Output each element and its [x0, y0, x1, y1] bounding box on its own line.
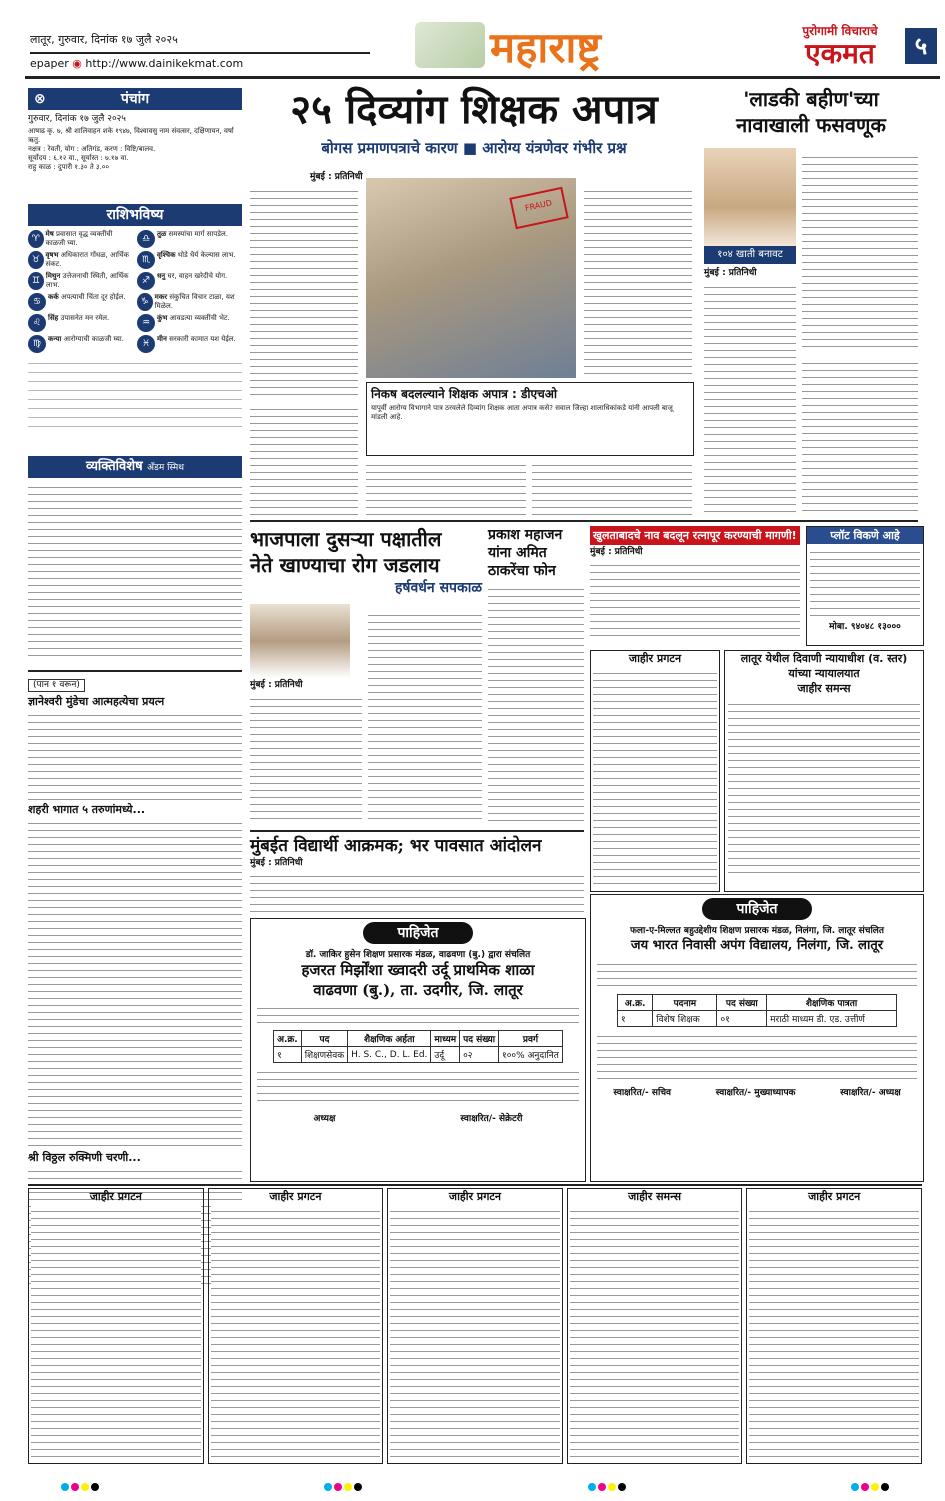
ad-left-intro	[257, 1003, 579, 1027]
dateline: लातूर, गुरुवार, दिनांक १७ जुलै २०२५	[30, 33, 178, 46]
ad-left-terms	[257, 1067, 579, 1107]
rashi-item: ♌ सिंह उपासनेत मन रमेल.	[28, 314, 133, 332]
panchang-line-1: आषाढ कृ. ७, श्री शालिवाहन शके १९४७, विश्वावसु नाम संवत्सर, दक्षिणायन, वर्षा ऋतु.	[28, 127, 234, 144]
panchang-title: पंचांग	[120, 91, 150, 107]
bjp-byline: मुंबई : प्रतिनिधी	[250, 680, 303, 690]
divider-1	[250, 520, 918, 522]
bottom-notice-5	[746, 1188, 922, 1464]
globe-icon: ◉	[72, 57, 82, 70]
khultabad-byline: मुंबई : प्रतिनिधी	[590, 547, 643, 557]
rashi-item: ♐ धनु घर, वाहन खरेदीचे योग.	[137, 272, 242, 290]
vyakti-box	[28, 456, 242, 662]
main-col-3b	[532, 460, 692, 516]
rashi-item: ♈ मेष प्रवासात वृद्ध व्यक्तींची काळजी घ्या.	[28, 230, 133, 248]
ad-left	[250, 918, 586, 1182]
khultabad-story	[590, 526, 800, 644]
capricorn-icon: ♑	[137, 293, 153, 311]
jahir-notice-mid	[590, 650, 720, 892]
vyakti-body	[28, 482, 242, 660]
aries-icon: ♈	[28, 230, 44, 248]
caption-title: निकष बदलल्याने शिक्षक अपात्र : डीएचओ	[371, 387, 558, 401]
registration-marks	[60, 1476, 890, 1490]
bottom-notice-body	[390, 1206, 560, 1460]
ad-left-place: वाढवणा (बु.), ता. उदगीर, जि. लातूर	[313, 981, 523, 999]
bottom-notice-body	[570, 1206, 740, 1460]
color-dots	[850, 1476, 890, 1490]
bottom-notice-title: जाहीर प्रगटन	[448, 1190, 502, 1203]
main-headline: २५ दिव्यांग शिक्षक अपात्र	[290, 86, 658, 133]
students-story	[250, 834, 584, 918]
prakash-headline-2: यांना अमित	[488, 545, 547, 561]
vyakti-header	[28, 456, 242, 478]
bottom-notices	[28, 1188, 922, 1464]
main-col-3	[584, 186, 692, 378]
rashi-item: ♓ मीन सरकारी कामात यश येईल.	[137, 335, 242, 353]
court-sub: यांच्या न्यायालयात	[788, 667, 860, 680]
prakash-body	[488, 584, 584, 824]
rashi-header	[28, 204, 242, 226]
bottom-notice-3	[387, 1188, 563, 1464]
ad-right-intro	[597, 959, 917, 991]
bottom-notice-title: जाहीर प्रगटन	[89, 1190, 142, 1203]
prakash-headline-1: प्रकाश महाजन	[488, 527, 563, 543]
ad-right-sign-1: स्वाक्षरित/- सचिव	[613, 1088, 672, 1098]
ladki-byline: मुंबई : प्रतिनिधी	[704, 268, 757, 278]
rashi-grid	[28, 230, 242, 353]
plot-ad	[806, 526, 924, 646]
caption-text: यापूर्वी आरोग्य विभागाने पात्र ठरवलेले दिव्यांग शिक्षक आता अपात्र कसे? सवाल जिल्हा शालाधिकांकडे यांनी आपली बाजू मांडली आहे.	[371, 404, 673, 421]
bjp-story	[250, 526, 482, 826]
prakash-headline-3: ठाकरेंचा फोन	[488, 563, 556, 579]
ad-right-org: फला-ए-मिल्लत बहुउद्देशीय शिक्षण प्रसारक मंडळ, निलंगा, जि. लातूर संचलित	[629, 926, 885, 936]
ladki-col-1	[704, 282, 796, 516]
rashi-item: ♋ कर्क अपत्याची चिंता दूर होईल.	[28, 293, 133, 311]
ad-left-org: डॉ. जाकिर हुसेन शिक्षण प्रसारक मंडळ, वाढवणा (बु.) द्वारा संचलित	[305, 950, 531, 960]
masthead	[0, 0, 945, 78]
vyakti-subtitle: अँडम स्मिथ	[147, 463, 185, 473]
court-title: लातूर येथील दिवाणी न्यायाधीश (व. स्तर)	[740, 652, 908, 665]
panchang-line-4: राहु काळ : दुपारी १.३० ते ३.००	[28, 163, 110, 171]
bottom-notice-1	[28, 1188, 204, 1464]
continued-headline-1: ज्ञानेश्वरी मुंडेचा आत्महत्येचा प्रयत्न	[28, 695, 165, 708]
students-byline: मुंबई : प्रतिनिधी	[250, 858, 303, 868]
brand-name: एकमत	[805, 37, 875, 70]
pisces-icon: ♓	[137, 335, 155, 353]
main-col-1b	[250, 404, 358, 516]
ladki-col-top	[802, 152, 918, 352]
main-col-2b	[366, 460, 526, 516]
table-row: १ विशेष शिक्षक ०१ मराठी माध्यम डी. एड. उत्तीर्ण	[618, 1011, 897, 1027]
ladki-story	[704, 86, 918, 516]
dateline-underline	[30, 52, 370, 54]
color-dots	[323, 1476, 363, 1490]
epaper-line[interactable]	[30, 58, 243, 69]
prakash-story	[488, 526, 584, 826]
rashi-item: ♉ वृषभ अधिकारात गोंधळ, आर्थिक संकट.	[28, 251, 133, 269]
website-url[interactable]: http://www.dainikekmat.com	[85, 57, 244, 70]
ad-right-terms	[597, 1031, 917, 1079]
main-photo	[366, 178, 576, 378]
ad-right-school: जय भारत निवासी अपंग विद्यालय, निलंगा, जि. लातूर	[630, 938, 884, 953]
bottom-notice-body	[749, 1206, 919, 1460]
panchang-date: गुरुवार, दिनांक १७ जुलै २०२५	[28, 114, 126, 124]
rashi-title: राशिभविष्य	[106, 207, 164, 223]
panchang-line-2: नक्षत्र : रेवती, योग : अतिगंड, करण : विष्टि/बालव.	[28, 145, 156, 153]
bottom-notice-title: जाहीर प्रगटन	[269, 1190, 322, 1203]
bottom-notice-4	[567, 1188, 743, 1464]
main-story	[250, 86, 698, 516]
aquarius-icon: ♒	[137, 314, 155, 332]
rashi-item: ♍ कन्या आरोग्याची काळजी घ्या.	[28, 335, 133, 353]
rashi-item: ♊ मिथुन उत्तेजनाची स्थिती, आर्थिक लाभ.	[28, 272, 133, 290]
panchang-box	[28, 88, 242, 200]
jahir-mid-body	[593, 668, 717, 886]
ladki-headline-2: नावाखाली फसवणूक	[736, 113, 886, 137]
main-col-1	[250, 186, 358, 398]
rashi-item: ♏ वृश्चिक थोडे धैर्य केल्यास लाभ.	[137, 251, 242, 269]
bottom-notice-body	[31, 1206, 201, 1460]
continued-headline-2: शहरी भागात ५ तरुणांमध्ये...	[28, 803, 146, 816]
rashi-item: ♎ तुळ समस्यांचा मार्ग सापडेल.	[137, 230, 242, 248]
ad-right-label: पाहिजेत	[702, 898, 812, 920]
main-subhead: बोगस प्रमाणपत्राचे कारण ■ आरोग्य यंत्रणेवर गंभीर प्रश्न	[321, 139, 627, 157]
ladki-col-2	[802, 358, 918, 516]
students-headline: मुंबईत विद्यार्थी आक्रमक; भर पावसात आंदोलन	[250, 836, 542, 856]
fraud-stamp-icon: FRAUD	[509, 187, 568, 230]
court-samans	[724, 650, 924, 892]
ad-right-sign-2: स्वाक्षरित/- मुख्याध्यापक	[715, 1088, 796, 1098]
students-body	[250, 871, 584, 917]
chevron-down-icon: ⊗	[34, 91, 46, 107]
divider-2	[250, 830, 584, 832]
bottom-notice-title: जाहीर समन्स	[628, 1190, 682, 1203]
plot-ad-phone[interactable]: मोबा. ९४०४८ १३०००	[829, 622, 901, 632]
epaper-label: epaper	[30, 57, 69, 70]
ladki-photo-caption	[704, 246, 796, 264]
sagittarius-icon: ♐	[137, 272, 155, 290]
ad-left-table-header: अ.क्र. पद शैक्षणिक अर्हता माध्यम पद संख्या प्रवर्ग	[274, 1031, 563, 1047]
ad-left-sign-1: अध्यक्ष	[313, 1114, 336, 1124]
map-graphic	[415, 22, 485, 68]
court-samans-title: जाहीर समन्स	[797, 682, 851, 695]
continued-tag: (पान १ वरून)	[28, 679, 85, 692]
section-title: महाराष्ट्र	[490, 23, 601, 72]
continued-body-2	[28, 818, 242, 1148]
bjp-headline-1: भाजपाला दुसऱ्या पक्षातील	[250, 527, 442, 551]
gemini-icon: ♊	[28, 272, 44, 290]
khultabad-headline: खुलताबादचे नाव बदलून रत्नापूर करण्याची मागणी!	[590, 526, 800, 545]
main-byline: मुंबई : प्रतिनिधी	[310, 172, 363, 182]
ladki-caption-text: १०४ खाती बनावट	[717, 249, 783, 260]
plot-ad-body	[810, 547, 920, 619]
taurus-icon: ♉	[28, 251, 44, 269]
bottom-notice-2	[208, 1188, 384, 1464]
bjp-photo	[250, 604, 350, 678]
bjp-headline-2: नेते खाण्याचा रोग जडलाय	[250, 553, 440, 577]
ad-right	[590, 894, 924, 1182]
bjp-col-1	[250, 694, 362, 824]
bottom-notice-body	[211, 1206, 381, 1460]
cancer-icon: ♋	[28, 293, 46, 311]
bjp-author: हर्षवर्धन सपकाळ	[395, 580, 482, 596]
rashi-item: ♒ कुंभ आवडत्या व्यक्तींची भेट.	[137, 314, 242, 332]
continued-body-1	[28, 710, 242, 800]
plot-ad-title: प्लॉट विकणे आहे	[807, 527, 923, 544]
masthead-rule	[25, 76, 940, 79]
caption-box	[366, 382, 694, 456]
rashi-filler-text	[28, 357, 242, 427]
vyakti-title: व्यक्तिविशेष	[85, 459, 143, 474]
ad-left-school: हजरत मिर्झोंशा ख्वादरी उर्दू प्राथमिक शाळा	[301, 961, 535, 979]
ladki-headline-1: 'लाडकी बहीण'च्या	[743, 87, 879, 111]
panchang-line-3: सूर्योदय : ६.१२ वा., सूर्यास्त : ७.१७ वा.	[28, 154, 129, 162]
color-dots	[60, 1476, 100, 1490]
divider-3	[28, 1184, 922, 1186]
brand-block	[775, 22, 905, 72]
rashi-item: ♑ मकर संकुचित विचार टाळा, यश मिळेल.	[137, 293, 242, 311]
color-dots	[587, 1476, 627, 1490]
continued-headline-3: श्री विठ्ठल रुक्मिणी चरणी...	[28, 1151, 141, 1164]
ad-right-table-header: अ.क्र. पदनाम पद संख्या शैक्षणिक पात्रता	[618, 995, 897, 1011]
ad-right-sign-3: स्वाक्षरित/- अध्यक्ष	[840, 1088, 901, 1098]
ad-left-label: पाहिजेत	[363, 922, 473, 944]
scorpio-icon: ♏	[137, 251, 155, 269]
table-row: १ शिक्षणसेवक H. S. C., D. L. Ed. उर्दू ०२ १००% अनुदानित	[274, 1047, 563, 1063]
brand-tagline: पुरोगामी विचाराचे	[802, 24, 878, 38]
bottom-notice-title: जाहीर प्रगटन	[808, 1190, 861, 1203]
jahir-mid-title: जाहीर प्रगटन	[628, 652, 682, 665]
khultabad-body	[590, 560, 800, 640]
panchang-header	[28, 88, 242, 110]
court-body	[728, 699, 920, 879]
ladki-photo	[704, 148, 796, 246]
libra-icon: ♎	[137, 230, 155, 248]
virgo-icon: ♍	[28, 335, 46, 353]
leo-icon: ♌	[28, 314, 46, 332]
ad-left-table	[273, 1030, 563, 1063]
bjp-col-2	[368, 610, 482, 824]
rashi-box	[28, 204, 242, 452]
ad-right-table	[617, 994, 897, 1027]
ad-left-sign-2: स्वाक्षरित/- सेक्रेटरी	[460, 1114, 523, 1124]
page-number: ५	[905, 28, 937, 64]
